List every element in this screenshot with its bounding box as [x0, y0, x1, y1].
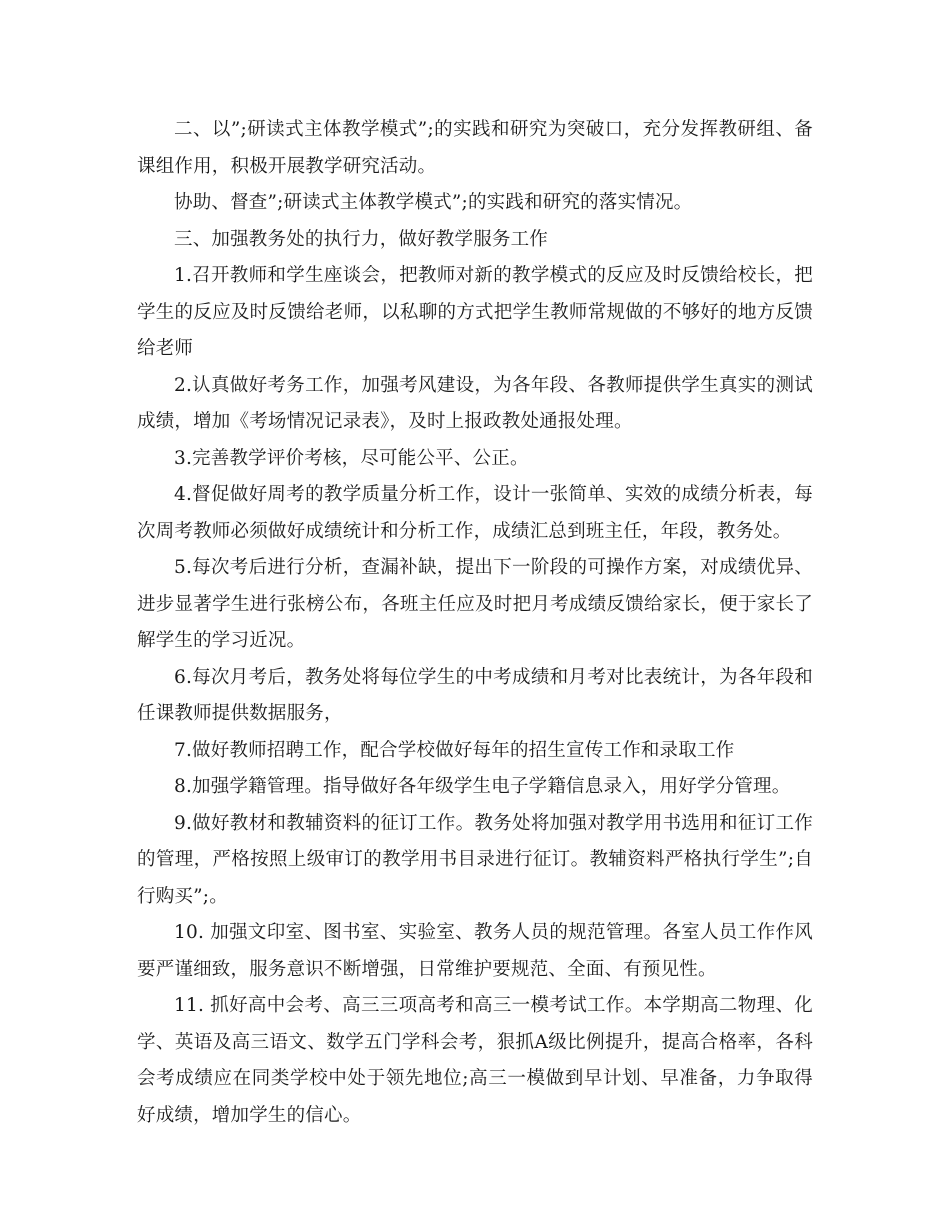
paragraph-6: 3.完善教学评价考核，尽可能公平、公正。: [174, 447, 529, 469]
paragraph-2: 协助、督查”;研读式主体教学模式”;的实践和研究的落实情况。: [174, 192, 693, 213]
paragraph-5: 2.认真做好考务工作，加强考风建设，为各年段、各教师提供学生真实的测试成绩，增加《考场情况记录表》，及时上报政教处通报处理。: [137, 374, 813, 432]
paragraph-12: 9.做好教材和教辅资料的征订工作。教务处将加强对教学用书选用和征订工作的管理，严格按照上级审订的教学用书目录进行征订。教辅资料严格执行学生”;自行购买”;。: [137, 812, 814, 907]
document-body: [137, 112, 813, 1134]
paragraph-7: 4.督促做好周考的教学质量分析工作，设计一张简单、实效的成绩分析表，每次周考教师必须做好成绩统计和分析工作，成绩汇总到班主任，年段，教务处。: [137, 484, 813, 542]
paragraph-8: 5.每次考后进行分析，查漏补缺，提出下一阶段的可操作方案，对成绩优异、进步显著学生进行张榜公布，各班主任应及时把月考成绩反馈给家长，便于家长了解学生的学习近况。: [137, 557, 813, 651]
paragraph-1: 二、以”;研读式主体教学模式”;的实践和研究为突破口，充分发挥教研组、备课组作用，积极开展教学研究活动。: [137, 119, 813, 177]
paragraph-9: 6.每次月考后，教务处将每位学生的中考成绩和月考对比表统计，为各年段和任课教师提供数据服务，: [137, 666, 813, 724]
paragraph-4: 1.召开教师和学生座谈会，把教师对新的教学模式的反应及时反馈给校长，把学生的反应及时反馈给老师，以私聊的方式把学生教师常规做的不够好的地方反馈给老师: [137, 265, 813, 359]
paragraph-10: 7.做好教师招聘工作，配合学校做好每年的招生宣传工作和录取工作: [174, 739, 735, 761]
paragraph-14: 11. 抓好高中会考、高三三项高考和高三一模考试工作。本学期高二物理、化学、英语及高三语文、数学五门学科会考，狠抓A级比例提升，提高合格率，各科会考成绩应在同类学校中处于领先地位;高三一模做到早计划、早准备，力争取得好成绩，增加学生的信心。: [137, 995, 813, 1126]
paragraph-13: 10. 加强文印室、图书室、实验室、教务人员的规范管理。各室人员工作作风要严谨细致，服务意识不断增强，日常维护要规范、全面、有预见性。: [137, 922, 813, 980]
paragraph-3: 三、加强教务处的执行力，做好教学服务工作: [174, 228, 549, 250]
paragraph-11: 8.加强学籍管理。指导做好各年级学生电子学籍信息录入，用好学分管理。: [174, 776, 791, 797]
